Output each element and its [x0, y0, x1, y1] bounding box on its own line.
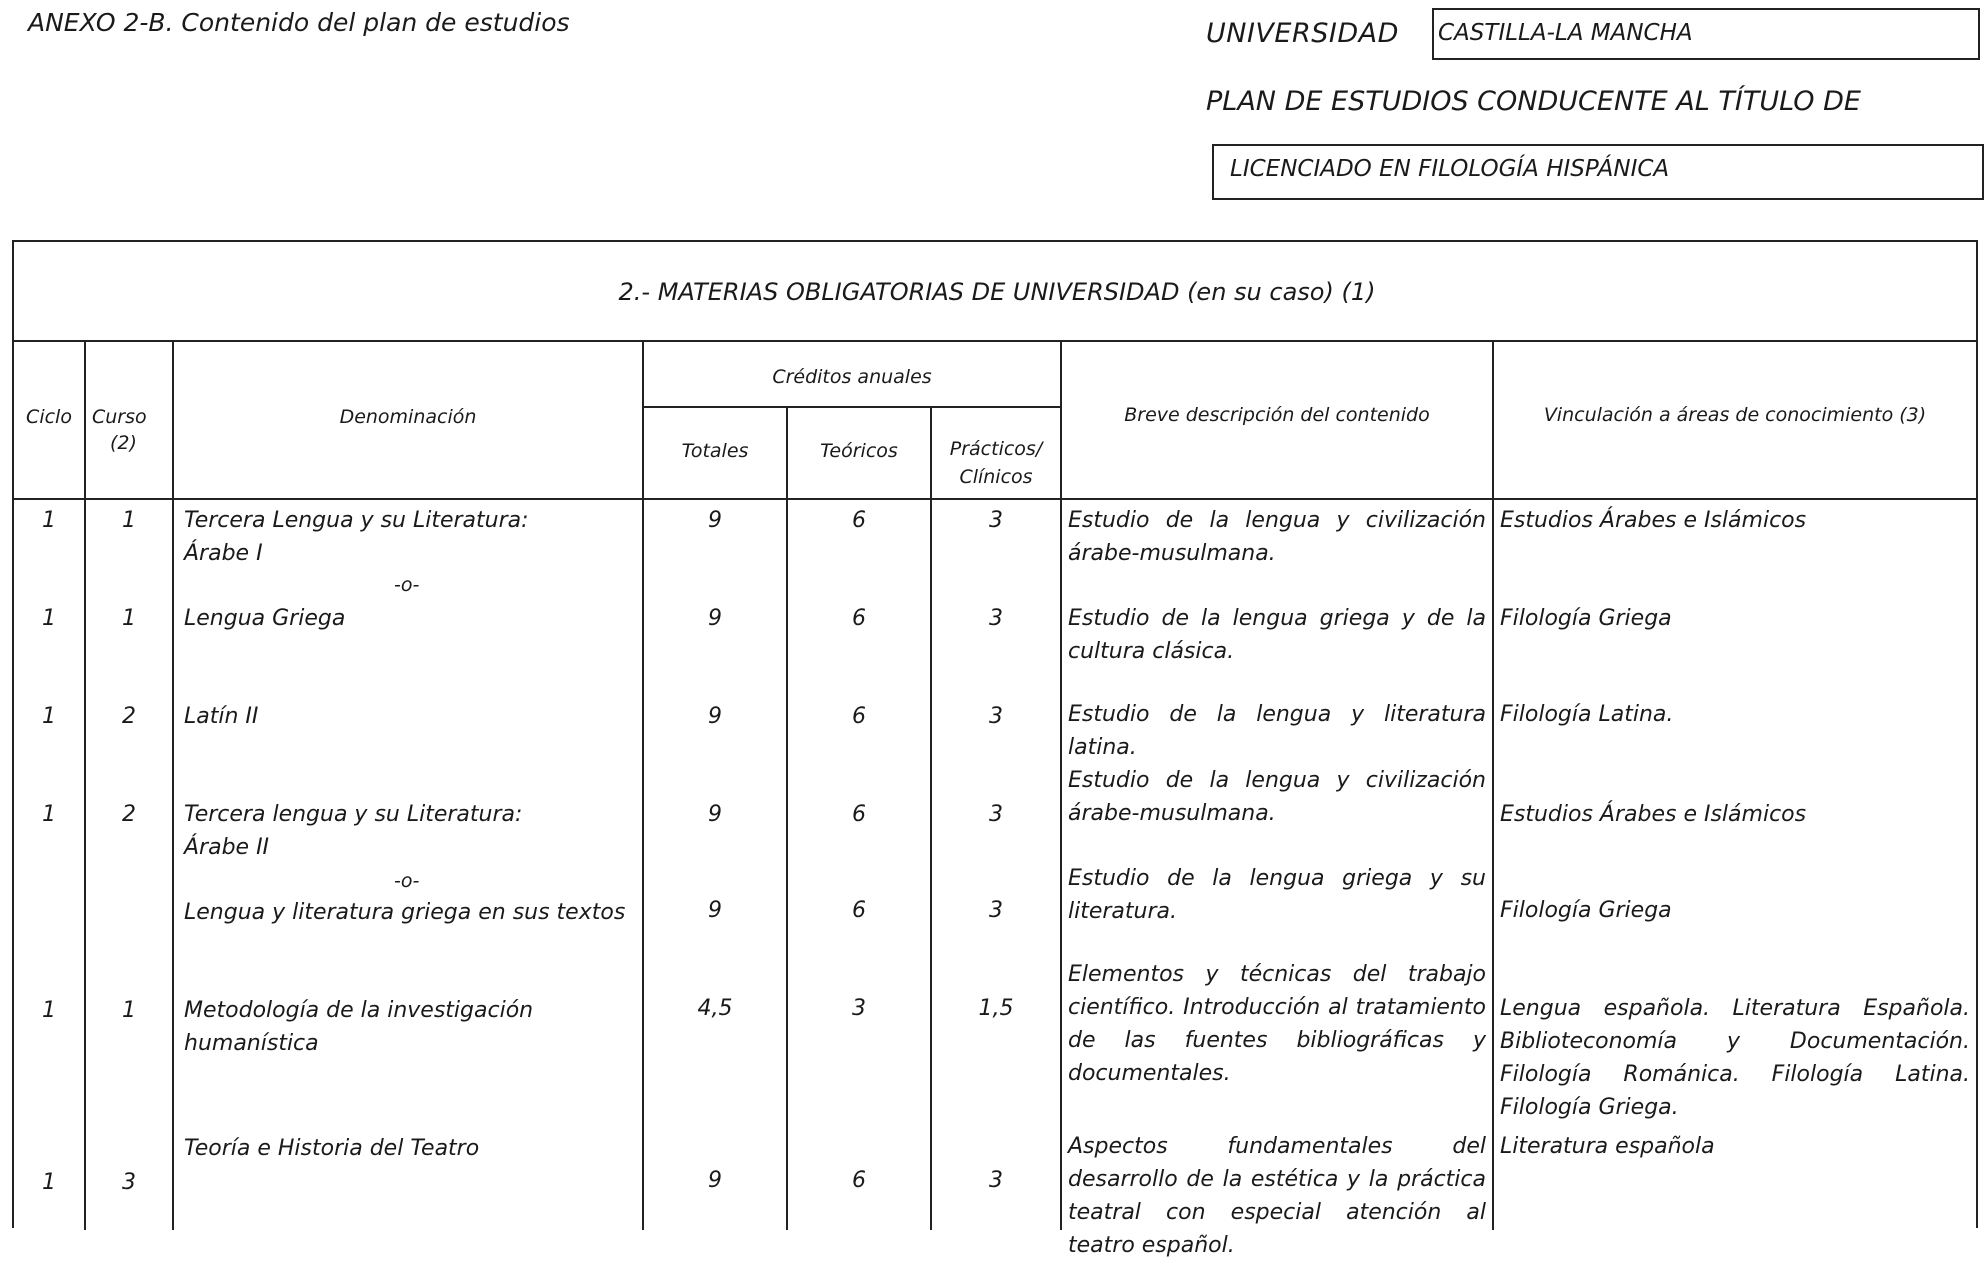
annex-title: ANEXO 2-B. Contenido del plan de estudios	[28, 8, 570, 37]
header-bottom-rule	[14, 498, 1976, 500]
cell-curso: 3	[122, 1170, 136, 1195]
cell-totales: 9	[708, 606, 722, 631]
cell-denominacion: Teoría e Historia del Teatro	[184, 1136, 480, 1161]
cell-totales: 9	[708, 508, 722, 533]
credits-subheader-rule	[642, 406, 1060, 408]
cell-denominacion: Latín II	[184, 704, 259, 729]
or-separator: -o-	[394, 574, 420, 596]
cell-totales: 9	[708, 898, 722, 923]
cell-totales: 9	[708, 1168, 722, 1193]
cell-denominacion: Lengua Griega	[184, 606, 346, 631]
col-header-curso-note: (2)	[110, 432, 137, 454]
cell-curso: 1	[122, 508, 136, 533]
cell-descripcion: Estudio de la lengua griega y su literatura.	[1068, 866, 1486, 924]
cell-ciclo: 1	[42, 1170, 56, 1195]
university-value: CASTILLA-LA MANCHA	[1438, 20, 1693, 46]
cell-vinculacion: Filología Latina.	[1500, 702, 1674, 727]
col-rule	[84, 340, 86, 1230]
university-label: UNIVERSIDAD	[1206, 18, 1399, 49]
cell-teoricos: 3	[852, 996, 866, 1021]
cell-practicos: 3	[989, 508, 1003, 533]
cell-vinculacion: Lengua española. Literatura Española. Biblioteconomía y Documentación. Filología Románica. Filología Latina. Filología Griega.	[1500, 996, 1970, 1120]
cell-curso: 1	[122, 606, 136, 631]
col-header-totales: Totales	[681, 440, 749, 462]
col-rule	[172, 340, 174, 1230]
col-header-practicos: Prácticos/	[949, 438, 1043, 460]
cell-denominacion: Tercera lengua y su Literatura:	[184, 802, 523, 827]
cell-totales: 9	[708, 704, 722, 729]
cell-descripcion: Estudio de la lengua griega y de la cultura clásica.	[1068, 606, 1486, 664]
cell-descripcion: Estudio de la lengua y civilización árabe-musulmana.	[1068, 768, 1486, 826]
section-title: 2.- MATERIAS OBLIGATORIAS DE UNIVERSIDAD (en su caso) (1)	[618, 278, 1376, 306]
cell-teoricos: 6	[852, 1168, 866, 1193]
cell-practicos: 1,5	[978, 996, 1014, 1021]
col-header-creditos: Créditos anuales	[772, 366, 932, 388]
cell-vinculacion: Filología Griega	[1500, 898, 1672, 923]
col-header-curso: Curso	[92, 406, 147, 428]
cell-curso: 2	[122, 802, 136, 827]
cell-ciclo: 1	[42, 606, 56, 631]
cell-teoricos: 6	[852, 898, 866, 923]
cell-denominacion: Metodología de la investigación humanística	[184, 998, 534, 1056]
cell-ciclo: 1	[42, 802, 56, 827]
col-rule	[1060, 340, 1062, 1230]
cell-practicos: 3	[989, 606, 1003, 631]
cell-curso: 2	[122, 704, 136, 729]
cell-teoricos: 6	[852, 802, 866, 827]
cell-denominacion: Tercera Lengua y su Literatura:	[184, 508, 529, 533]
col-header-ciclo: Ciclo	[26, 406, 72, 428]
cell-practicos: 3	[989, 802, 1003, 827]
cell-descripcion: Estudio de la lengua y civilización árabe-musulmana.	[1068, 508, 1486, 566]
cell-descripcion: Elementos y técnicas del trabajo científico. Introducción al tratamiento de las fuentes bibliográficas y documentales.	[1068, 962, 1486, 1086]
cell-denominacion-line2: Árabe II	[184, 835, 270, 860]
cell-vinculacion: Literatura española	[1500, 1134, 1715, 1159]
cell-totales: 4,5	[697, 996, 733, 1021]
cell-ciclo: 1	[42, 508, 56, 533]
cell-vinculacion: Estudios Árabes e Islámicos	[1500, 802, 1807, 827]
col-header-denominacion: Denominación	[339, 406, 477, 428]
cell-vinculacion: Estudios Árabes e Islámicos	[1500, 508, 1807, 533]
plan-label: PLAN DE ESTUDIOS CONDUCENTE AL TÍTULO DE	[1206, 86, 1861, 117]
cell-teoricos: 6	[852, 704, 866, 729]
subjects-table	[12, 240, 1978, 1258]
col-header-teoricos: Teóricos	[820, 440, 898, 462]
header-top-rule	[14, 340, 1976, 342]
col-rule	[642, 340, 644, 1230]
cell-practicos: 3	[989, 898, 1003, 923]
col-header-descripcion: Breve descripción del contenido	[1124, 404, 1430, 426]
cell-practicos: 3	[989, 704, 1003, 729]
cell-practicos: 3	[989, 1168, 1003, 1193]
col-header-clinicos: Clínicos	[959, 466, 1033, 488]
or-separator: -o-	[394, 870, 420, 892]
cell-curso: 1	[122, 998, 136, 1023]
cell-descripcion: Aspectos fundamentales del desarrollo de la estética y la práctica teatral con especial atención al teatro español.	[1068, 1134, 1486, 1258]
cell-denominacion-line2: Árabe I	[184, 541, 263, 566]
cell-denominacion: Lengua y literatura griega en sus textos	[184, 900, 626, 925]
cell-teoricos: 6	[852, 508, 866, 533]
cell-vinculacion: Filología Griega	[1500, 606, 1672, 631]
cell-ciclo: 1	[42, 998, 56, 1023]
degree-value: LICENCIADO EN FILOLOGÍA HISPÁNICA	[1230, 156, 1670, 182]
cell-descripcion: Estudio de la lengua y literatura latina.	[1068, 702, 1486, 760]
col-header-vinculacion: Vinculación a áreas de conocimiento (3)	[1543, 404, 1927, 426]
col-rule	[1492, 340, 1494, 1230]
cell-ciclo: 1	[42, 704, 56, 729]
cell-totales: 9	[708, 802, 722, 827]
cell-teoricos: 6	[852, 606, 866, 631]
